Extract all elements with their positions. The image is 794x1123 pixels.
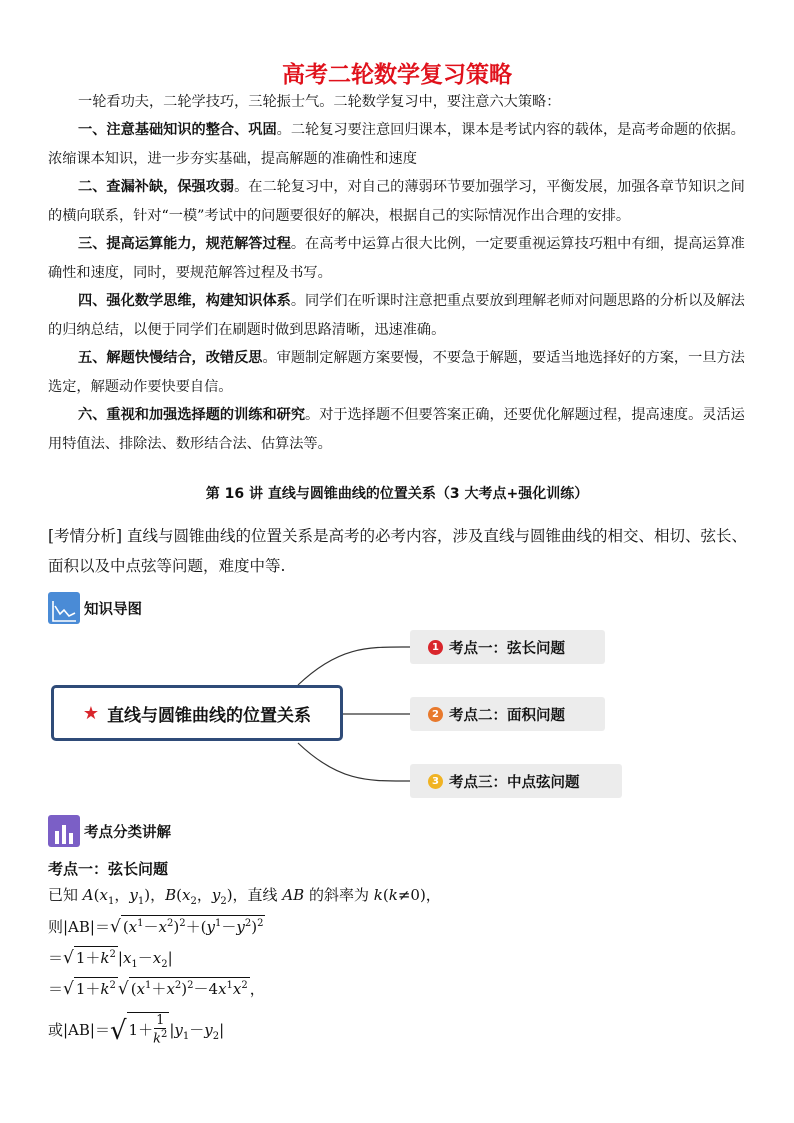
exam-analysis: [考情分析] 直线与圆锥曲线的位置关系是高考的必考内容，涉及直线与圆锥曲线的相交、相切、弦长、面积以及中点弦等问题，难度中等. bbox=[48, 527, 748, 575]
formula-1-prefix: 则|AB|＝ bbox=[48, 918, 110, 936]
formula-4-prefix: 或|AB|＝ bbox=[48, 1021, 110, 1040]
strategy-5-heading: 五、解题快慢结合，改错反思 bbox=[78, 350, 263, 366]
strategy-5-text: 。审题制定解题方案要慢，不要急于解题，要适当地选择好的方案，一旦方法选定，解题动作要快要自信。 bbox=[48, 350, 745, 395]
star-icon: ★ bbox=[82, 702, 100, 724]
formula-4: 或|AB|＝√ 1＋ $\frac{1}{k^2}$ $|y_1-y_2|$ bbox=[48, 1013, 225, 1047]
strategy-1-heading: 一、注意基础知识的整合、巩固 bbox=[78, 122, 277, 138]
branch-2 bbox=[410, 697, 605, 731]
strategy-3-text: 。在高考中运算占很大比例，一定要重视运算技巧粗中有细，提高运算准确性和速度，同时，要规范解答过程及书写。 bbox=[48, 236, 745, 281]
kp1-title: 考点一：弦长问题 bbox=[48, 860, 169, 878]
branch-1-label: 考点一：弦长问题 bbox=[449, 640, 565, 657]
formula-3: ＝√ $1+k^2$ √ $(x^1+x^2)^2-4x^1x^2$ ， bbox=[48, 979, 265, 999]
given-prefix: 已知 bbox=[48, 886, 79, 904]
branch-1 bbox=[410, 630, 605, 664]
bar-chart-icon bbox=[48, 815, 80, 847]
knowledge-map-heading bbox=[48, 592, 142, 624]
lecture-title: 第 16 讲 直线与圆锥曲线的位置关系（3 大考点+强化训练） bbox=[205, 486, 589, 502]
strategy-1 bbox=[48, 116, 748, 173]
formula-3-eq: ＝ bbox=[48, 980, 64, 998]
strategy-6-heading: 六、重视和加强选择题的训练和研究 bbox=[78, 407, 306, 423]
formula-1: 则|AB|＝√ $(x^1-x^2)^2+(y^1-y^2)^2$ bbox=[48, 917, 264, 937]
given-suffix: ，直线 bbox=[232, 886, 278, 904]
formula-2: ＝√ $1+k^2$ $|x_1-x_2|$ bbox=[48, 948, 173, 970]
number-2-icon: 2 bbox=[428, 707, 443, 722]
strategy-1-text: 。二轮复习要注意回归课本，课本是考试内容的载体，是高考命题的依据。浓缩课本知识，进一步夯实基础，提高解题的准确性和速度 bbox=[48, 122, 745, 167]
branch-3-label: 考点三：中点弦问题 bbox=[449, 774, 580, 791]
mind-map bbox=[40, 625, 640, 805]
strategy-2-heading: 二、查漏补缺，保强攻弱 bbox=[78, 179, 235, 195]
strategy-3 bbox=[48, 230, 748, 287]
knowledge-map-label: 知识导图 bbox=[84, 601, 142, 618]
strategy-6-text: 。对于选择题不但要答案正确，还要优化解题过程，提高速度。灵活运用特值法、排除法、数形结合法、估算法等。 bbox=[48, 407, 745, 452]
mind-map-root bbox=[51, 685, 343, 741]
strategy-6 bbox=[48, 401, 748, 458]
page-title: 高考二轮数学复习策略 bbox=[282, 62, 512, 88]
branch-3 bbox=[410, 764, 622, 798]
classify-heading bbox=[48, 815, 171, 847]
strategy-2 bbox=[48, 173, 748, 230]
formula-2-eq: ＝ bbox=[48, 949, 64, 967]
intro-paragraph: 一轮看功夫，二轮学技巧，三轮振士气。二轮数学复习中，要注意六大策略： bbox=[78, 94, 561, 110]
root-label: 直线与圆锥曲线的位置关系 bbox=[107, 705, 312, 726]
strategy-3-heading: 三、提高运算能力，规范解答过程 bbox=[78, 236, 291, 252]
line-ab: AB bbox=[282, 886, 305, 904]
strategy-4 bbox=[48, 287, 748, 344]
strategy-2-text: 。在二轮复习中，对自己的薄弱环节要加强学习，平衡发展，加强各章节知识之间的横向联系，针对“一模”考试中的问题要很好的解决，根据自己的实际情况作出合理的安排。 bbox=[48, 179, 745, 224]
line-chart-icon bbox=[48, 592, 80, 624]
strategy-4-heading: 四、强化数学思维，构建知识体系 bbox=[78, 293, 291, 309]
strategy-4-text: 。同学们在听课时注意把重点要放到理解老师对问题思路的分析以及解法的归纳总结，以便于同学们在刷题时做到思路清晰，迅速准确。 bbox=[48, 293, 745, 338]
classify-label: 考点分类讲解 bbox=[84, 824, 171, 841]
branch-2-label: 考点二：面积问题 bbox=[449, 707, 565, 724]
strategy-5 bbox=[48, 344, 748, 401]
slope-text: 的斜率为 bbox=[308, 886, 369, 904]
number-1-icon: 1 bbox=[428, 640, 443, 655]
number-3-icon: 3 bbox=[428, 774, 443, 789]
kp1-given: 已知 $A(x_1$，$y_1$)，$B(x_2$，$y_2$)，直线 AB 的斜率为 k(k≠0)， bbox=[48, 886, 441, 907]
